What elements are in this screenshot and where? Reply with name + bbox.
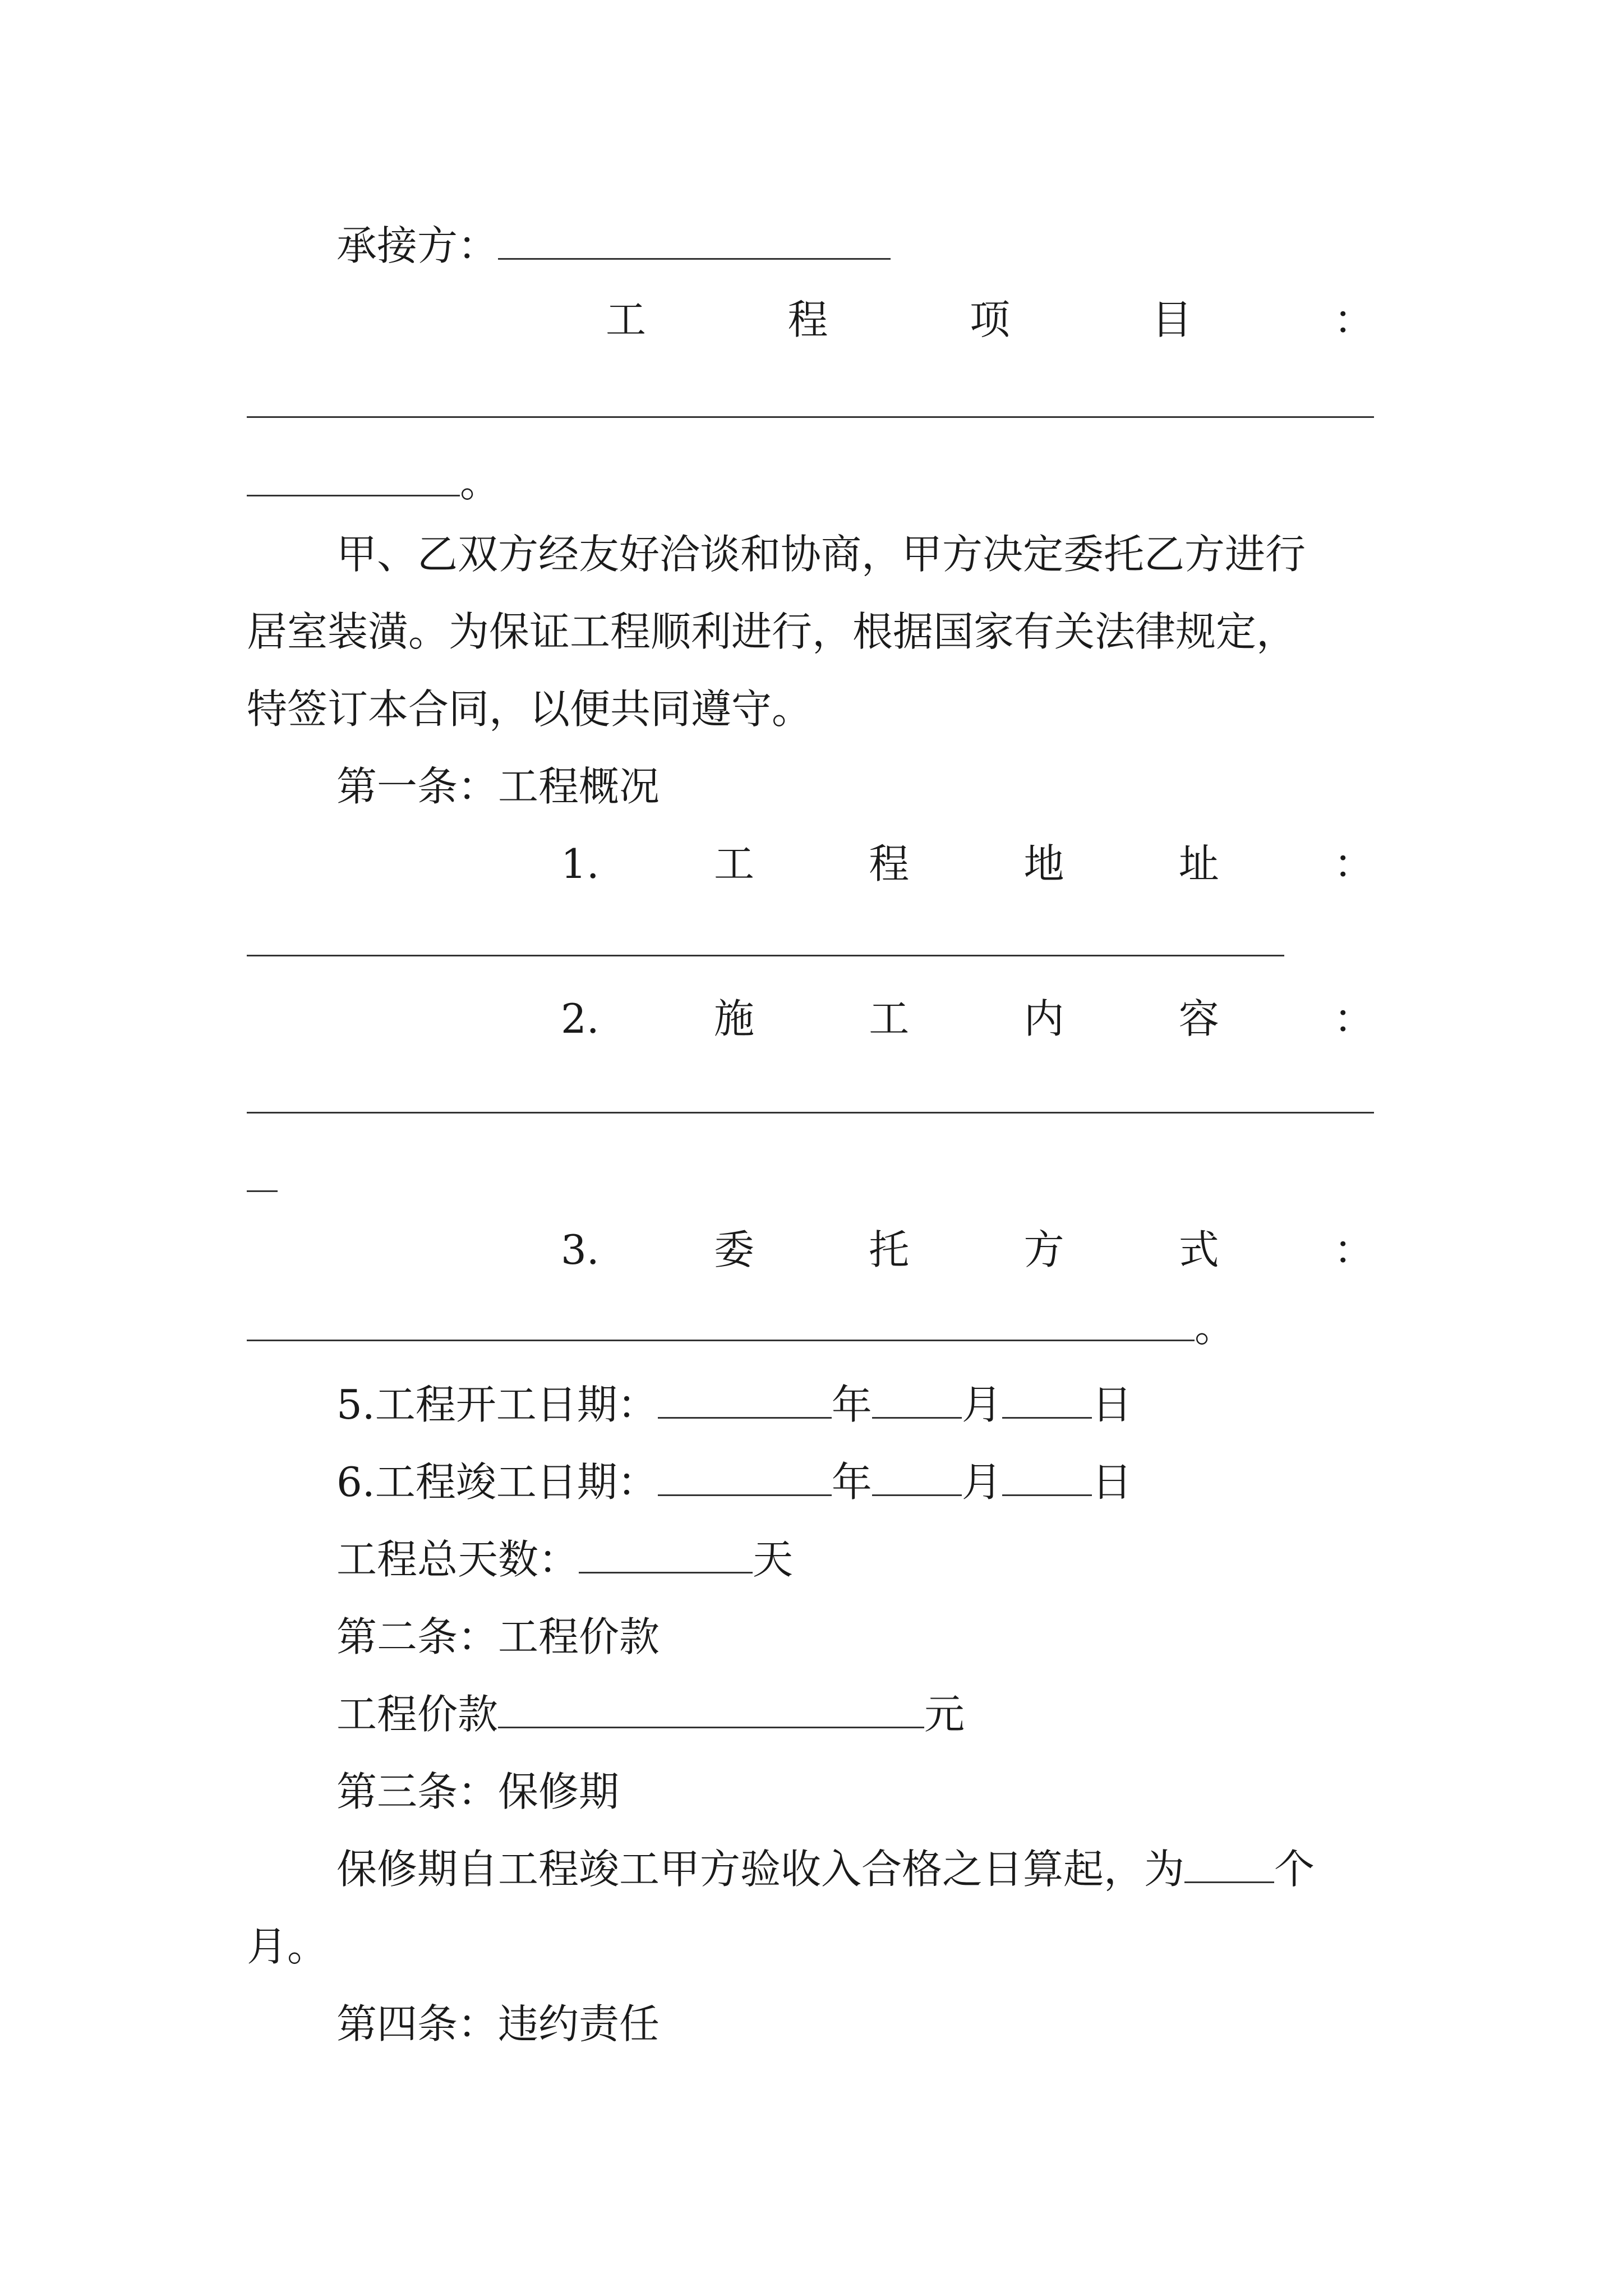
address-char: ： [1333,840,1374,887]
end-month-unit: 月 [961,1458,1002,1506]
contractor-blank[interactable] [498,226,891,260]
warranty-line-2: 月。 [247,1923,328,1970]
address-heading [561,837,1374,891]
contractor-label: 承接方： [336,222,499,269]
start-day-blank[interactable] [1002,1384,1092,1419]
content-char: 施 [713,995,754,1042]
content-num: 2. [561,995,600,1042]
warranty-line-1 [336,1842,1315,1896]
warranty-text: 保修期自工程竣工甲方验收入合格之日算起，为 [336,1846,1185,1893]
start-date-line [336,1378,1132,1432]
address-char: 址 [1178,840,1219,887]
address-blank-rule[interactable] [247,955,1284,956]
total-days-line [336,1533,793,1586]
start-date-label: 5.工程开工日期： [336,1381,658,1428]
content-char: 内 [1023,995,1064,1042]
start-month-unit: 月 [961,1381,1002,1428]
address-char: 程 [869,840,910,887]
method-char: 方 [1023,1226,1064,1273]
article2-title: 第二条：工程价款 [336,1613,660,1660]
start-year-unit: 年 [831,1381,872,1428]
article3-title: 第三条：保修期 [336,1768,620,1815]
method-char: 委 [713,1226,754,1273]
project-char: 目 [1151,296,1192,343]
content-char: 工 [869,995,910,1042]
end-date-line [336,1455,1132,1509]
end-day-blank[interactable] [1002,1462,1092,1496]
method-heading [561,1223,1374,1277]
method-char: 式 [1178,1226,1219,1273]
total-days-label: 工程总天数： [336,1536,579,1583]
method-blank-line [247,1300,1235,1354]
total-days-blank[interactable] [579,1539,753,1573]
project-blank-line2 [247,455,500,509]
method-char: 托 [869,1226,910,1273]
start-year-blank[interactable] [658,1384,832,1419]
project-blank[interactable] [247,462,460,496]
article1-title: 第一条：工程概况 [336,763,660,810]
end-date-label: 6.工程竣工日期： [336,1458,658,1506]
address-num: 1. [561,840,600,887]
method-end-mark: 。 [1195,1304,1235,1351]
end-month-blank[interactable] [872,1462,962,1496]
price-unit: 元 [924,1691,965,1738]
start-day-unit: 日 [1091,1381,1132,1428]
content-char: ： [1333,995,1374,1042]
warranty-unit: 个 [1274,1846,1315,1893]
price-label: 工程价款 [336,1691,499,1738]
project-end-mark: 。 [460,459,501,506]
total-days-unit: 天 [753,1536,794,1583]
method-blank[interactable] [247,1307,1195,1341]
article4-title: 第四条：违约责任 [336,2000,660,2047]
project-blank-rule[interactable] [247,416,1374,418]
content-char: 容 [1178,995,1219,1042]
address-char: 工 [713,840,754,887]
project-heading [606,293,1374,347]
end-year-unit: 年 [831,1458,872,1506]
content-blank-rule[interactable] [247,1112,1374,1114]
end-year-blank[interactable] [658,1462,832,1496]
intro-line-3: 特签订本合同，以便共同遵守。 [247,685,813,733]
content-blank-rule-2[interactable] [247,1190,278,1192]
start-month-blank[interactable] [872,1384,962,1419]
intro-line-1: 甲、乙双方经友好洽谈和协商，甲方决定委托乙方进行 [336,531,1306,578]
price-line [336,1687,965,1741]
contractor-line [336,219,891,273]
project-char: 程 [787,296,828,343]
price-blank[interactable] [498,1694,924,1728]
address-char: 地 [1023,840,1064,887]
end-day-unit: 日 [1091,1458,1132,1506]
method-num: 3. [561,1226,600,1273]
project-char: ： [1333,296,1374,343]
intro-line-2: 居室装潢。为保证工程顺利进行，根据国家有关法律规定， [247,608,1297,655]
project-char: 工 [606,296,647,343]
method-char: ： [1333,1226,1374,1273]
warranty-months-blank[interactable] [1184,1849,1274,1883]
project-char: 项 [969,296,1010,343]
content-heading [561,992,1374,1046]
